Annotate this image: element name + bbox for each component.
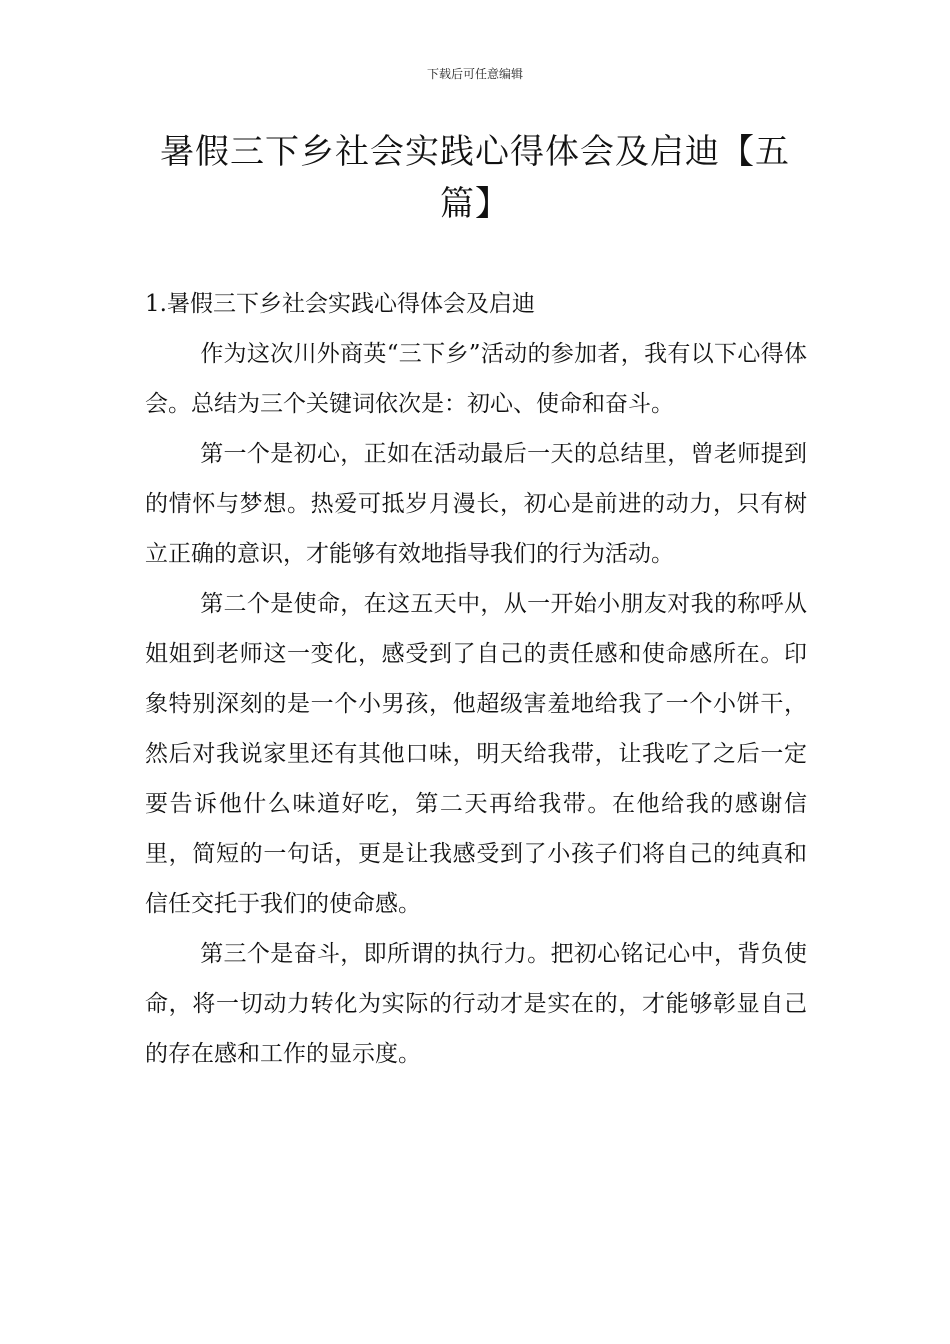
header-note: 下载后可任意编辑 bbox=[426, 67, 523, 81]
document-title: 暑假三下乡社会实践心得体会及启迪【五篇】 bbox=[160, 132, 790, 224]
paragraph-intro: 作为这次川外商英“三下乡”活动的参加者，我有以下心得体会。总结为三个关键词依次是：初心、使命和奋斗。 bbox=[145, 341, 807, 417]
paragraph-original-aspiration: 第一个是初心，正如在活动最后一天的总结里，曾老师提到的情怀与梦想。热爱可抵岁月漫长，初心是前进的动力，只有树立正确的意识，才能够有效地指导我们的行为活动。 bbox=[145, 441, 807, 567]
paragraph-mission: 第二个是使命，在这五天中，从一开始小朋友对我的称呼从姐姐到老师这一变化，感受到了自己的责任感和使命感所在。印象特别深刻的是一个小男孩，他超级害羞地给我了一个小饼干，然后对我说家里还有其他口味，明天给我带，让我吃了之后一定要告诉他什么味道好吃，第二天再给我带。在他给我的感谢信里，简短的一句话，更是让我感受到了小孩子们将自己的纯真和信任交托于我们的使命感。 bbox=[145, 591, 807, 917]
section-heading: 1.暑假三下乡社会实践心得体会及启迪 bbox=[145, 291, 535, 317]
paragraph-striving: 第三个是奋斗，即所谓的执行力。把初心铭记心中，背负使命，将一切动力转化为实际的行动才是实在的，才能够彰显自己的存在感和工作的显示度。 bbox=[145, 941, 807, 1067]
document-body bbox=[145, 279, 807, 1079]
